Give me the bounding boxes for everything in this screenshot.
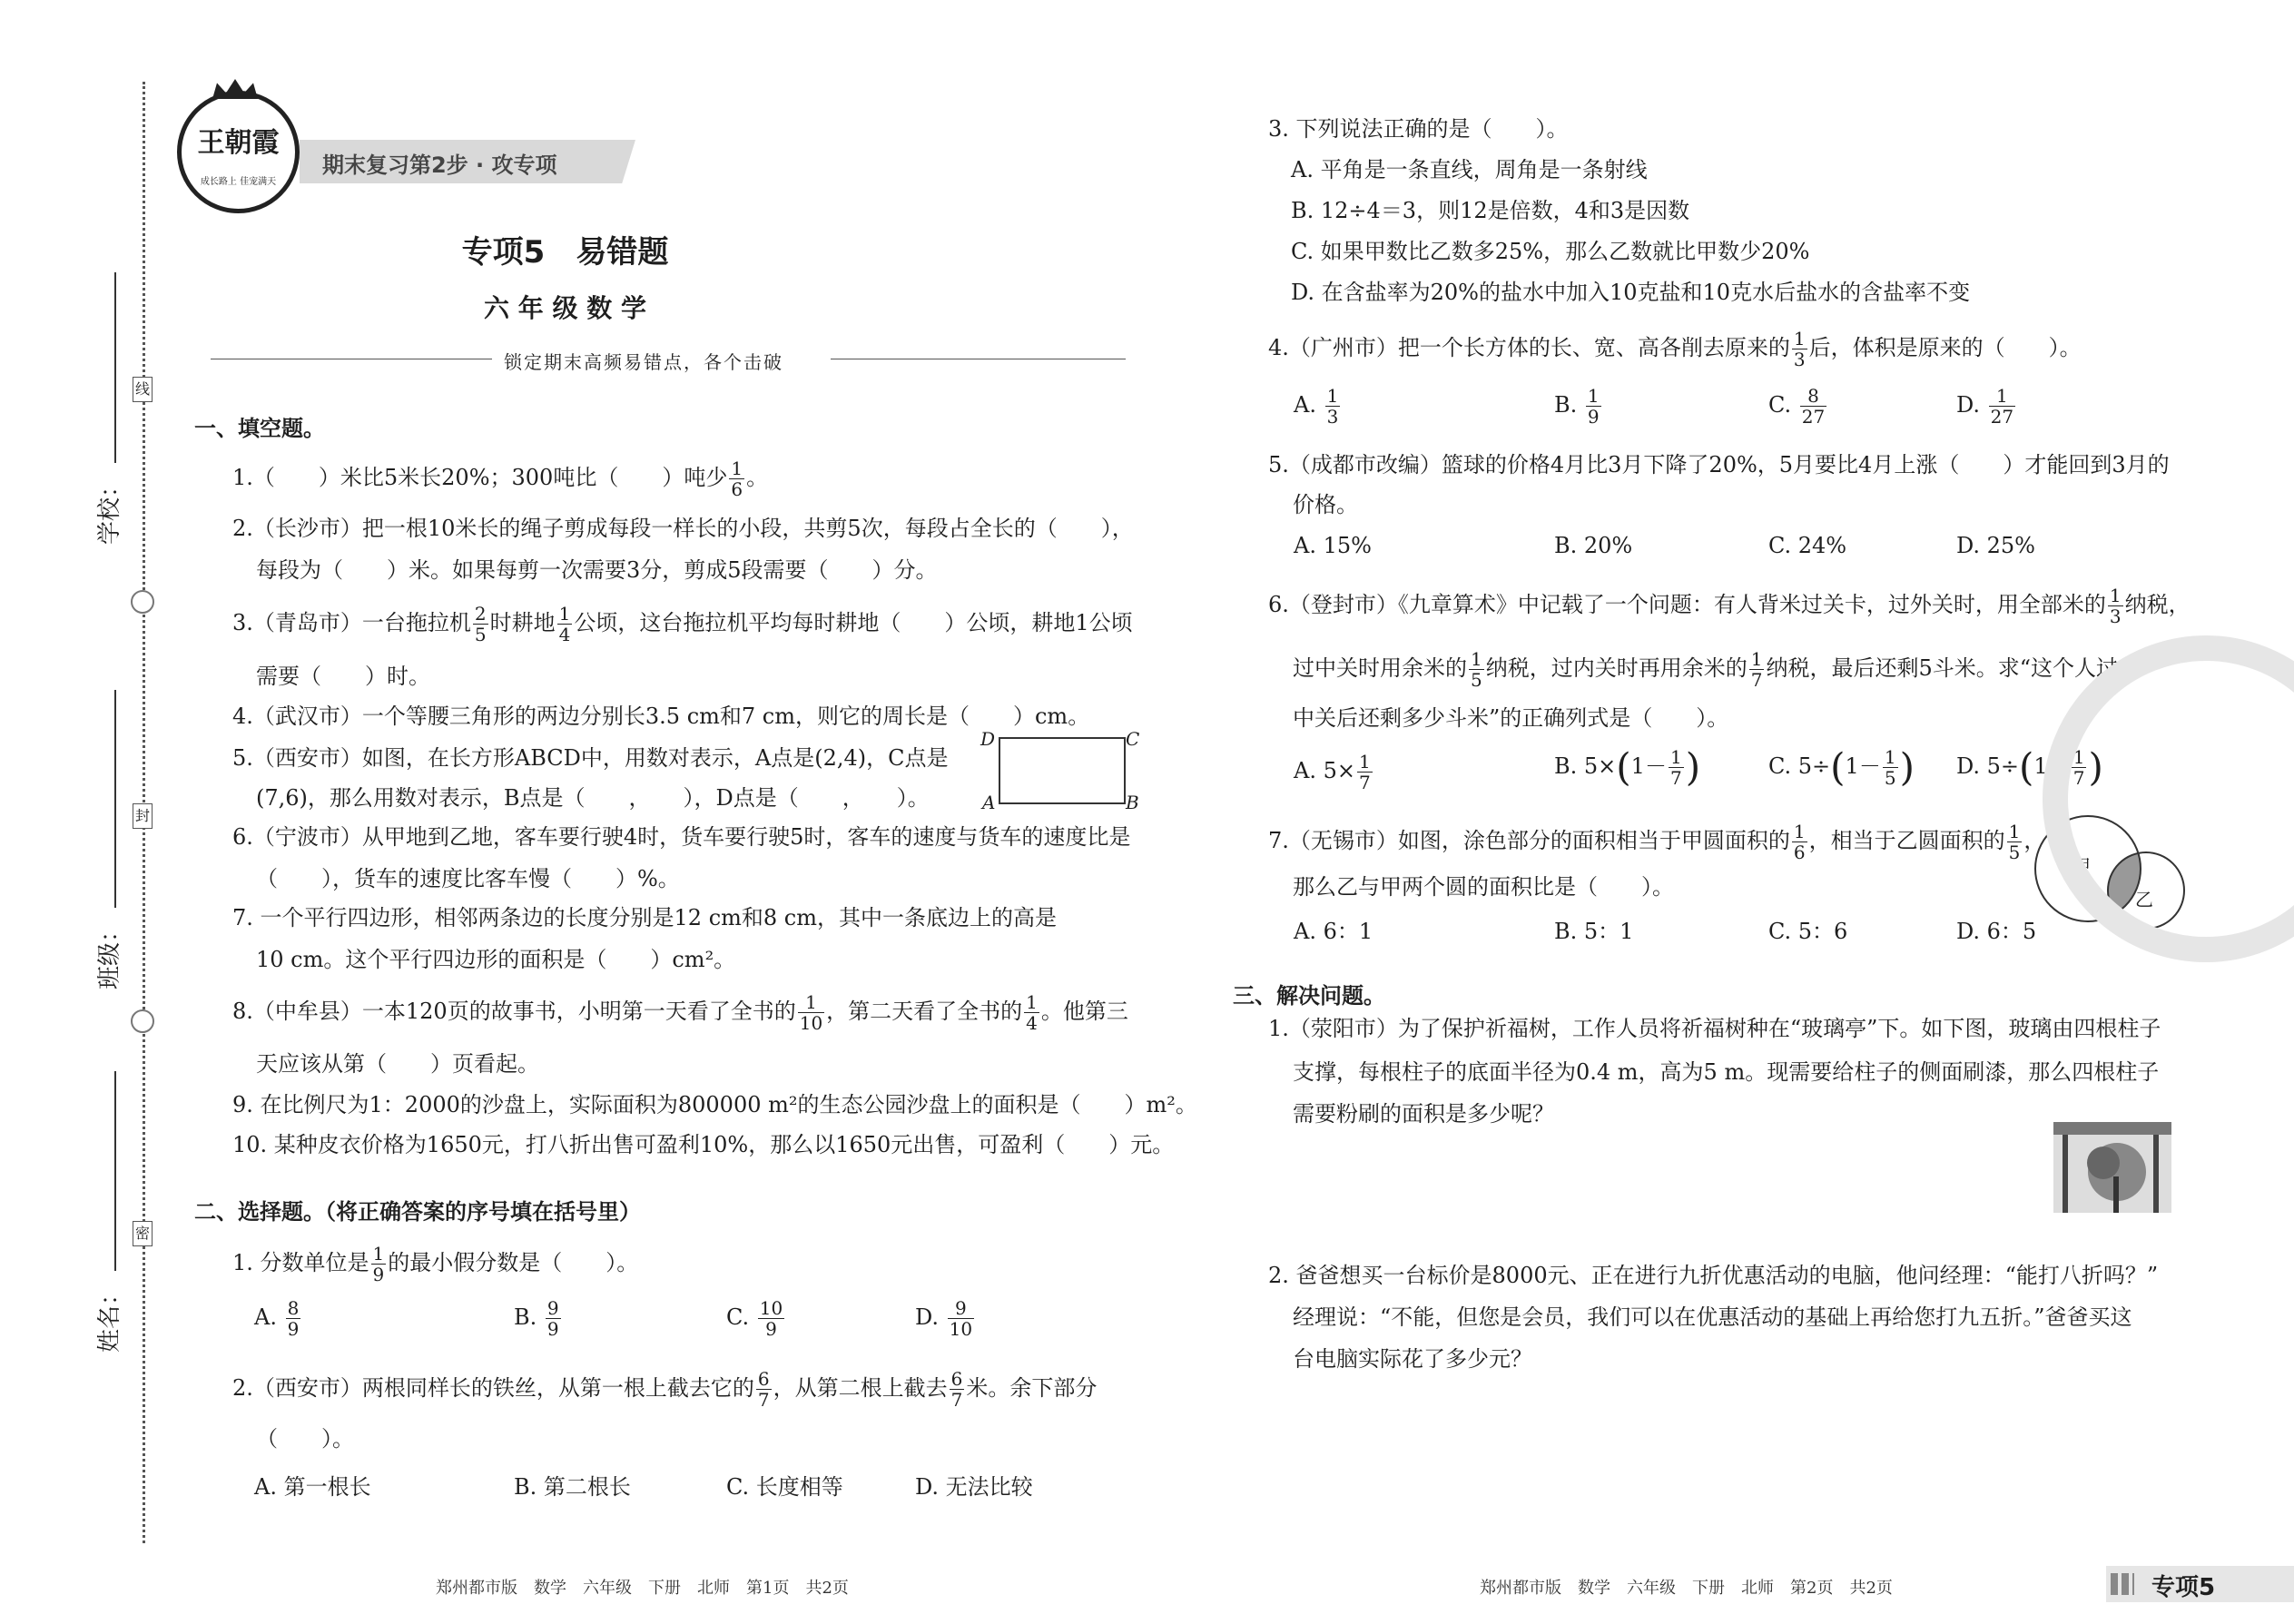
fill-q6-line1: 6.（宁波市）从甲地到乙地，客车要行驶4时，货车要行驶5时，客车的速度与货车的速度比是 (232, 824, 1131, 850)
fill-q8: 8.（中牟县）一本120页的故事书，小明第一天看了全书的 $\frac{1}{10}$ ，第二天看了全书的 $\frac{1}{4}$ 。他第三 (232, 991, 1128, 1034)
rect-label-c: C (1126, 728, 1140, 750)
rect-label-d: D (980, 728, 996, 750)
choice-q6-line3: 中关后还剩多少斗米”的正确列式是（ ）。 (1293, 705, 1729, 731)
fill-q5-line1: 5.（西安市）如图，在长方形ABCD中，用数对表示，A点是(2,4)，C点是 (232, 745, 949, 771)
binding-mark-seal: 封 (133, 803, 153, 829)
choice-q6-option-b[interactable]: B. 5×(1－ $\frac{1}{7}$ ) (1554, 744, 1701, 790)
choice-q4-option-b[interactable]: B. $\frac{1}{9}$ (1554, 385, 1600, 428)
choice-q6-line1: 6.（登封市）《九章算术》中记载了一个问题：有人背米过关卡，过外关时，用全部米的 $\frac{1}{3}$ 纳税， (1268, 585, 2191, 627)
choice-q1-option-b[interactable]: B. $\frac{9}{9}$ (514, 1297, 559, 1340)
fill-q10: 10. 某种皮衣价格为1650元，打八折出售可盈利10%，那么以1650元出售，可盈利（ ）元。 (232, 1132, 1175, 1157)
rect-label-b: B (1126, 792, 1139, 813)
choice-q2-line2: （ ）。 (256, 1426, 354, 1452)
choice-q5-option-d[interactable]: D. 25% (1956, 533, 2035, 558)
choice-q1-option-c[interactable]: C. $\frac{10}{9}$ (726, 1297, 783, 1340)
fill-q2-line2: 每段为（ ）米。如果每剪一次需要3分，剪成5段需要（ ）分。 (256, 557, 938, 583)
glass-pavilion-photo (2053, 1122, 2171, 1213)
choice-q4-option-d[interactable]: D. $\frac{1}{27}$ (1956, 385, 2014, 428)
binding-seal-2 (131, 1009, 154, 1033)
section-solve-title: 三、解决问题。 (1233, 983, 1385, 1009)
choice-q5-option-b[interactable]: B. 20% (1554, 533, 1633, 558)
choice-q2-option-a[interactable]: A. 第一根长 (254, 1474, 371, 1500)
choice-q5-option-a[interactable]: A. 15% (1294, 533, 1372, 558)
motto: 锁定期末高频易错点，各个击破 (504, 351, 783, 373)
choice-q2-option-d[interactable]: D. 无法比较 (915, 1474, 1033, 1500)
choice-q5-option-c[interactable]: C. 24% (1768, 533, 1847, 558)
choice-q2: 2.（西安市）两根同样长的铁丝，从第一根上截去它的 $\frac{6}{7}$ ，从第二根上截去 $\frac{6}{7}$ 米。余下部分 (232, 1368, 1098, 1411)
fill-q7-line2: 10 cm。这个平行四边形的面积是（ ）cm²。 (256, 947, 736, 972)
fill-q3: 3.（青岛市）一台拖拉机 $\frac{2}{5}$ 时耕地 $\frac{1}{4}$ 公顷，这台拖拉机平均每时耕地（ ）公顷，耕地1公顷 (232, 603, 1133, 645)
choice-q3-option-b[interactable]: B. 12÷4＝3，则12是倍数，4和3是因数 (1291, 198, 1690, 223)
choice-q1: 1. 分数单位是 $\frac{1}{9}$ 的最小假分数是（ ）。 (232, 1243, 639, 1285)
section-tag-squares-icon (2111, 1573, 2134, 1595)
fill-q8-line2: 天应该从第（ ）页看起。 (256, 1051, 539, 1077)
section-choice-title: 二、选择题。（将正确答案的序号填在括号里） (194, 1199, 641, 1225)
class-label: 班级： (96, 918, 123, 989)
choice-q3-option-a[interactable]: A. 平角是一条直线，周角是一条射线 (1291, 157, 1648, 182)
choice-q6-option-c[interactable]: C. 5÷(1－ $\frac{1}{5}$ ) (1768, 744, 1915, 790)
binding-mark-line: 线 (133, 377, 153, 402)
choice-q5-line1: 5.（成都市改编）篮球的价格4月比3月下降了20%，5月要比4月上涨（ ）才能回到3月的 (1268, 452, 2170, 477)
fill-q4: 4.（武汉市）一个等腰三角形的两边分别长3.5 cm和7 cm，则它的周长是（ ）cm。 (232, 704, 1090, 729)
choice-q7-option-b[interactable]: B. 5：1 (1554, 919, 1634, 944)
binding-seal-1 (131, 590, 154, 614)
fill-q3-line2: 需要（ ）时。 (256, 664, 430, 689)
solve-q1-line3: 需要粉刷的面积是多少呢？ (1293, 1101, 1554, 1127)
logo-name: 王朝霞 (197, 127, 280, 159)
footer-right: 郑州都市版 数学 六年级 下册 北师 第2页 共2页 (1480, 1579, 1893, 1598)
rectangle-abcd-figure (999, 737, 1126, 804)
choice-q1-option-d[interactable]: D. $\frac{9}{10}$ (915, 1297, 973, 1340)
solve-q2-line3: 台电脑实际花了多少元？ (1293, 1346, 1532, 1372)
choice-q3-option-c[interactable]: C. 如果甲数比乙数多25%，那么乙数就比甲数少20% (1291, 239, 1810, 264)
choice-q2-option-c[interactable]: C. 长度相等 (726, 1474, 843, 1500)
choice-q5-line2: 价格。 (1293, 492, 1358, 517)
name-label: 姓名： (96, 1281, 123, 1353)
choice-q4-option-a[interactable]: A. $\frac{1}{3}$ (1294, 385, 1339, 428)
fill-q1: 1.（ ）米比5米长20%；300吨比（ ）吨少 $\frac{1}{6}$ 。 (232, 458, 769, 500)
section-tag: 专项5 (2151, 1574, 2216, 1601)
brand-logo (177, 91, 300, 213)
page-subtitle: 六 年 级 数 学 (484, 293, 646, 323)
class-blank[interactable] (114, 690, 116, 908)
banner-text: 期末复习第2步 · 攻专项 (322, 153, 557, 178)
fill-q2-line1: 2.（长沙市）把一根10米长的绳子剪成每段一样长的小段，共剪5次，每段占全长的（ ）， (232, 516, 1134, 541)
footer-left: 郑州都市版 数学 六年级 下册 北师 第1页 共2页 (436, 1579, 849, 1598)
choice-q4: 4.（广州市）把一个长方体的长、宽、高各削去原来的 $\frac{1}{3}$ 后，体积是原来的（ ）。 (1268, 328, 2082, 370)
solve-q2-line2: 经理说：“不能，但您是会员，我们可以在优惠活动的基础上再给您打九五折。”爸爸买这 (1293, 1304, 2132, 1330)
circle-label-yi: 乙 (2135, 889, 2153, 910)
fill-q6-line2: （ ），货车的速度比客车慢（ ）%。 (256, 866, 680, 891)
fill-q9: 9. 在比例尺为1：2000的沙盘上，实际面积为800000 m²的生态公园沙盘上的面积是（ ）m²。 (232, 1092, 1197, 1117)
page-title: 专项5 易错题 (461, 234, 669, 271)
choice-q4-option-c[interactable]: C. $\frac{8}{27}$ (1768, 385, 1826, 428)
section-fill-title: 一、填空题。 (194, 416, 325, 441)
choice-q3-option-d[interactable]: D. 在含盐率为20%的盐水中加入10克盐和10克水后盐水的含盐率不变 (1291, 280, 1971, 305)
choice-q7-option-d[interactable]: D. 6：5 (1956, 919, 2037, 944)
choice-q7-option-a[interactable]: A. 6：1 (1294, 919, 1373, 944)
logo-tagline: 成长路上 佳宠满天 (200, 177, 277, 187)
binding-mark-secret: 密 (133, 1221, 153, 1246)
fill-q5-line2: (7,6)，那么用数对表示，B点是（ ， ），D点是（ ， ）。 (256, 785, 930, 811)
solve-q1-line2: 支撑，每根柱子的底面半径为0.4 m，高为5 m。现需要给柱子的侧面刷漆，那么四根柱子 (1293, 1059, 2160, 1085)
logo-crown-icon (212, 79, 258, 99)
fill-q7-line1: 7. 一个平行四边形，相邻两条边的长度分别是12 cm和8 cm，其中一条底边上的高是 (232, 905, 1057, 930)
rect-label-a: A (982, 792, 996, 813)
choice-q1-option-a[interactable]: A. $\frac{8}{9}$ (254, 1297, 300, 1340)
choice-q6-option-d[interactable]: D. 5÷(1－ $\frac{1}{7}$ ) (1956, 744, 2103, 790)
solve-q2-line1: 2. 爸爸想买一台标价是8000元、正在进行九折优惠活动的电脑，他问经理：“能打八折吗？” (1268, 1263, 2159, 1288)
choice-q3-stem: 3. 下列说法正确的是（ ）。 (1268, 116, 1569, 142)
name-blank[interactable] (114, 1071, 116, 1271)
choice-q6-line2: 过中关时用余米的 $\frac{1}{5}$ 纳税，过内关时再用余米的 $\frac{1}{7}$ 纳税，最后还剩5斗米。求“这个人过 (1293, 648, 2119, 691)
choice-q7-line1: 7.（无锡市）如图，涂色部分的面积相当于甲圆面积的 $\frac{1}{6}$ ，相当于乙圆面积的 $\frac{1}{5}$ ， (1268, 821, 2046, 863)
circle-label-jia: 甲 (2072, 855, 2091, 877)
choice-q7-line2: 那么乙与甲两个圆的面积比是（ ）。 (1293, 874, 1674, 900)
school-label: 学校： (96, 473, 123, 545)
choice-q2-option-b[interactable]: B. 第二根长 (514, 1474, 631, 1500)
choice-q7-option-c[interactable]: C. 5：6 (1768, 919, 1848, 944)
choice-q6-option-a[interactable]: A. 5× $\frac{1}{7}$ (1294, 751, 1371, 793)
solve-q1-line1: 1.（荥阳市）为了保护祈福树，工作人员将祈福树种在“玻璃亭”下。如下图，玻璃由四根柱子 (1268, 1016, 2161, 1041)
